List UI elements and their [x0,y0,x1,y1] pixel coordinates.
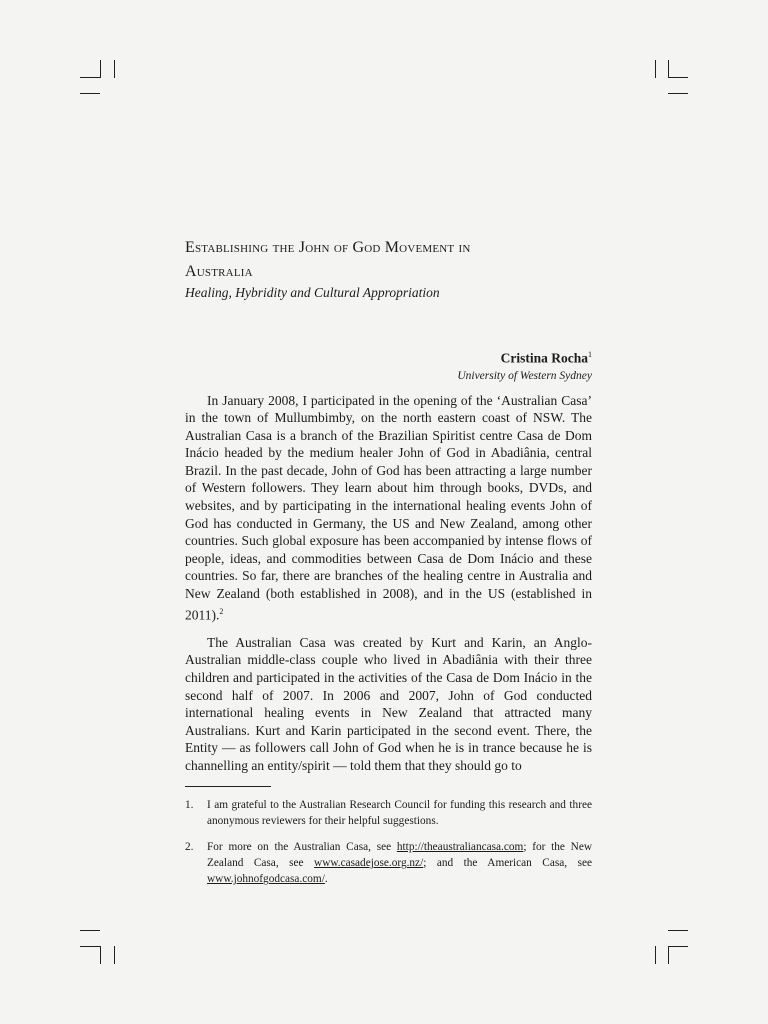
footnote-mark: 1 [588,350,592,359]
footnote-text-part: ; and the American Casa, see [423,857,593,870]
footnote [185,797,592,829]
footnote-number: 1. [185,799,194,812]
crop-mark [114,946,115,964]
footnote-text-part: For more on the Australian Casa, see [207,841,397,854]
article-subtitle: Healing, Hybridity and Cultural Appropriation [185,285,440,300]
paragraph-text: The Australian Casa was created by Kurt and Karin, an Anglo-Australian middle-class couple who lived in Abadiânia with their three children and participated in the activities of the Casa de Dom Inácio in the second half of 2007. In 2006 and 2007, John of God conducted international healing events in New Zealand that attracted many Australians. Kurt and Karin participated in the second event. There, the Entity — as followers call John of God when he is in trance because he is channelling an entity/spirit — told them that they should go to [185,634,592,773]
footnote-text [207,839,592,887]
american-casa-link[interactable]: www.johnofgodcasa.com/ [207,873,325,886]
australian-casa-link[interactable]: http://theaustraliancasa.com [396,841,524,854]
new-zealand-casa-link[interactable]: www.casadejose.org.nz/ [314,857,424,870]
author-affiliation: University of Western Sydney [457,369,592,382]
crop-mark [80,946,100,947]
crop-mark [668,930,688,931]
crop-mark [100,60,101,78]
footnote-text: I am grateful to the Australian Research Council for funding this research and three anonymous reviewers for their helpful suggestions. [207,799,592,828]
crop-mark [668,946,688,947]
crop-mark [655,60,656,78]
crop-mark [668,93,688,94]
article-title [185,236,592,284]
footnote-divider [185,786,271,787]
footnote [185,839,592,887]
author-name-text: Cristina Rocha [500,350,588,366]
crop-mark [668,77,688,78]
crop-mark [80,93,100,94]
crop-mark [114,60,115,78]
crop-mark [668,946,669,964]
article-title-line-2: Australia [185,263,253,280]
footnote-mark: 2 [219,606,224,616]
body-paragraph [185,392,592,624]
author-name [185,346,592,368]
crop-mark [80,930,100,931]
footnote-text-part: ; for the New Zealand Casa, see [207,841,592,870]
footnote-text-part: . [324,873,328,886]
paragraph-text: In January 2008, I participated in the opening of the ‘Australian Casa’ in the town of Mullumbimby, on the north eastern coast of NSW. The Australian Casa is a branch of the Brazilian Spiritist centre Casa de Dom Inácio headed by the medium healer John of God in Abadiânia, central Brazil. In the past decade, John of God has been attracting a large number of Western followers. They learn about him through books, DVDs, and websites, and by participating in the international healing events John of God has conducted in Germany, the US and New Zealand, among other countries. Such global exposure has been accompanied by intense flows of people, ideas, and commodities between Casa de Dom Inácio and these countries. So far, there are branches of the healing centre in Australia and New Zealand (both established in 2008), and in the US (established in 2011). [185,392,592,623]
crop-mark [668,60,669,78]
footnote-number: 2. [185,841,194,854]
author-block [185,346,592,384]
article-title-line-1: Establishing the John of God Movement in [185,239,471,256]
body-paragraph [185,634,592,775]
crop-mark [100,946,101,964]
page-content [185,236,592,887]
crop-mark [80,77,100,78]
crop-mark [655,946,656,964]
